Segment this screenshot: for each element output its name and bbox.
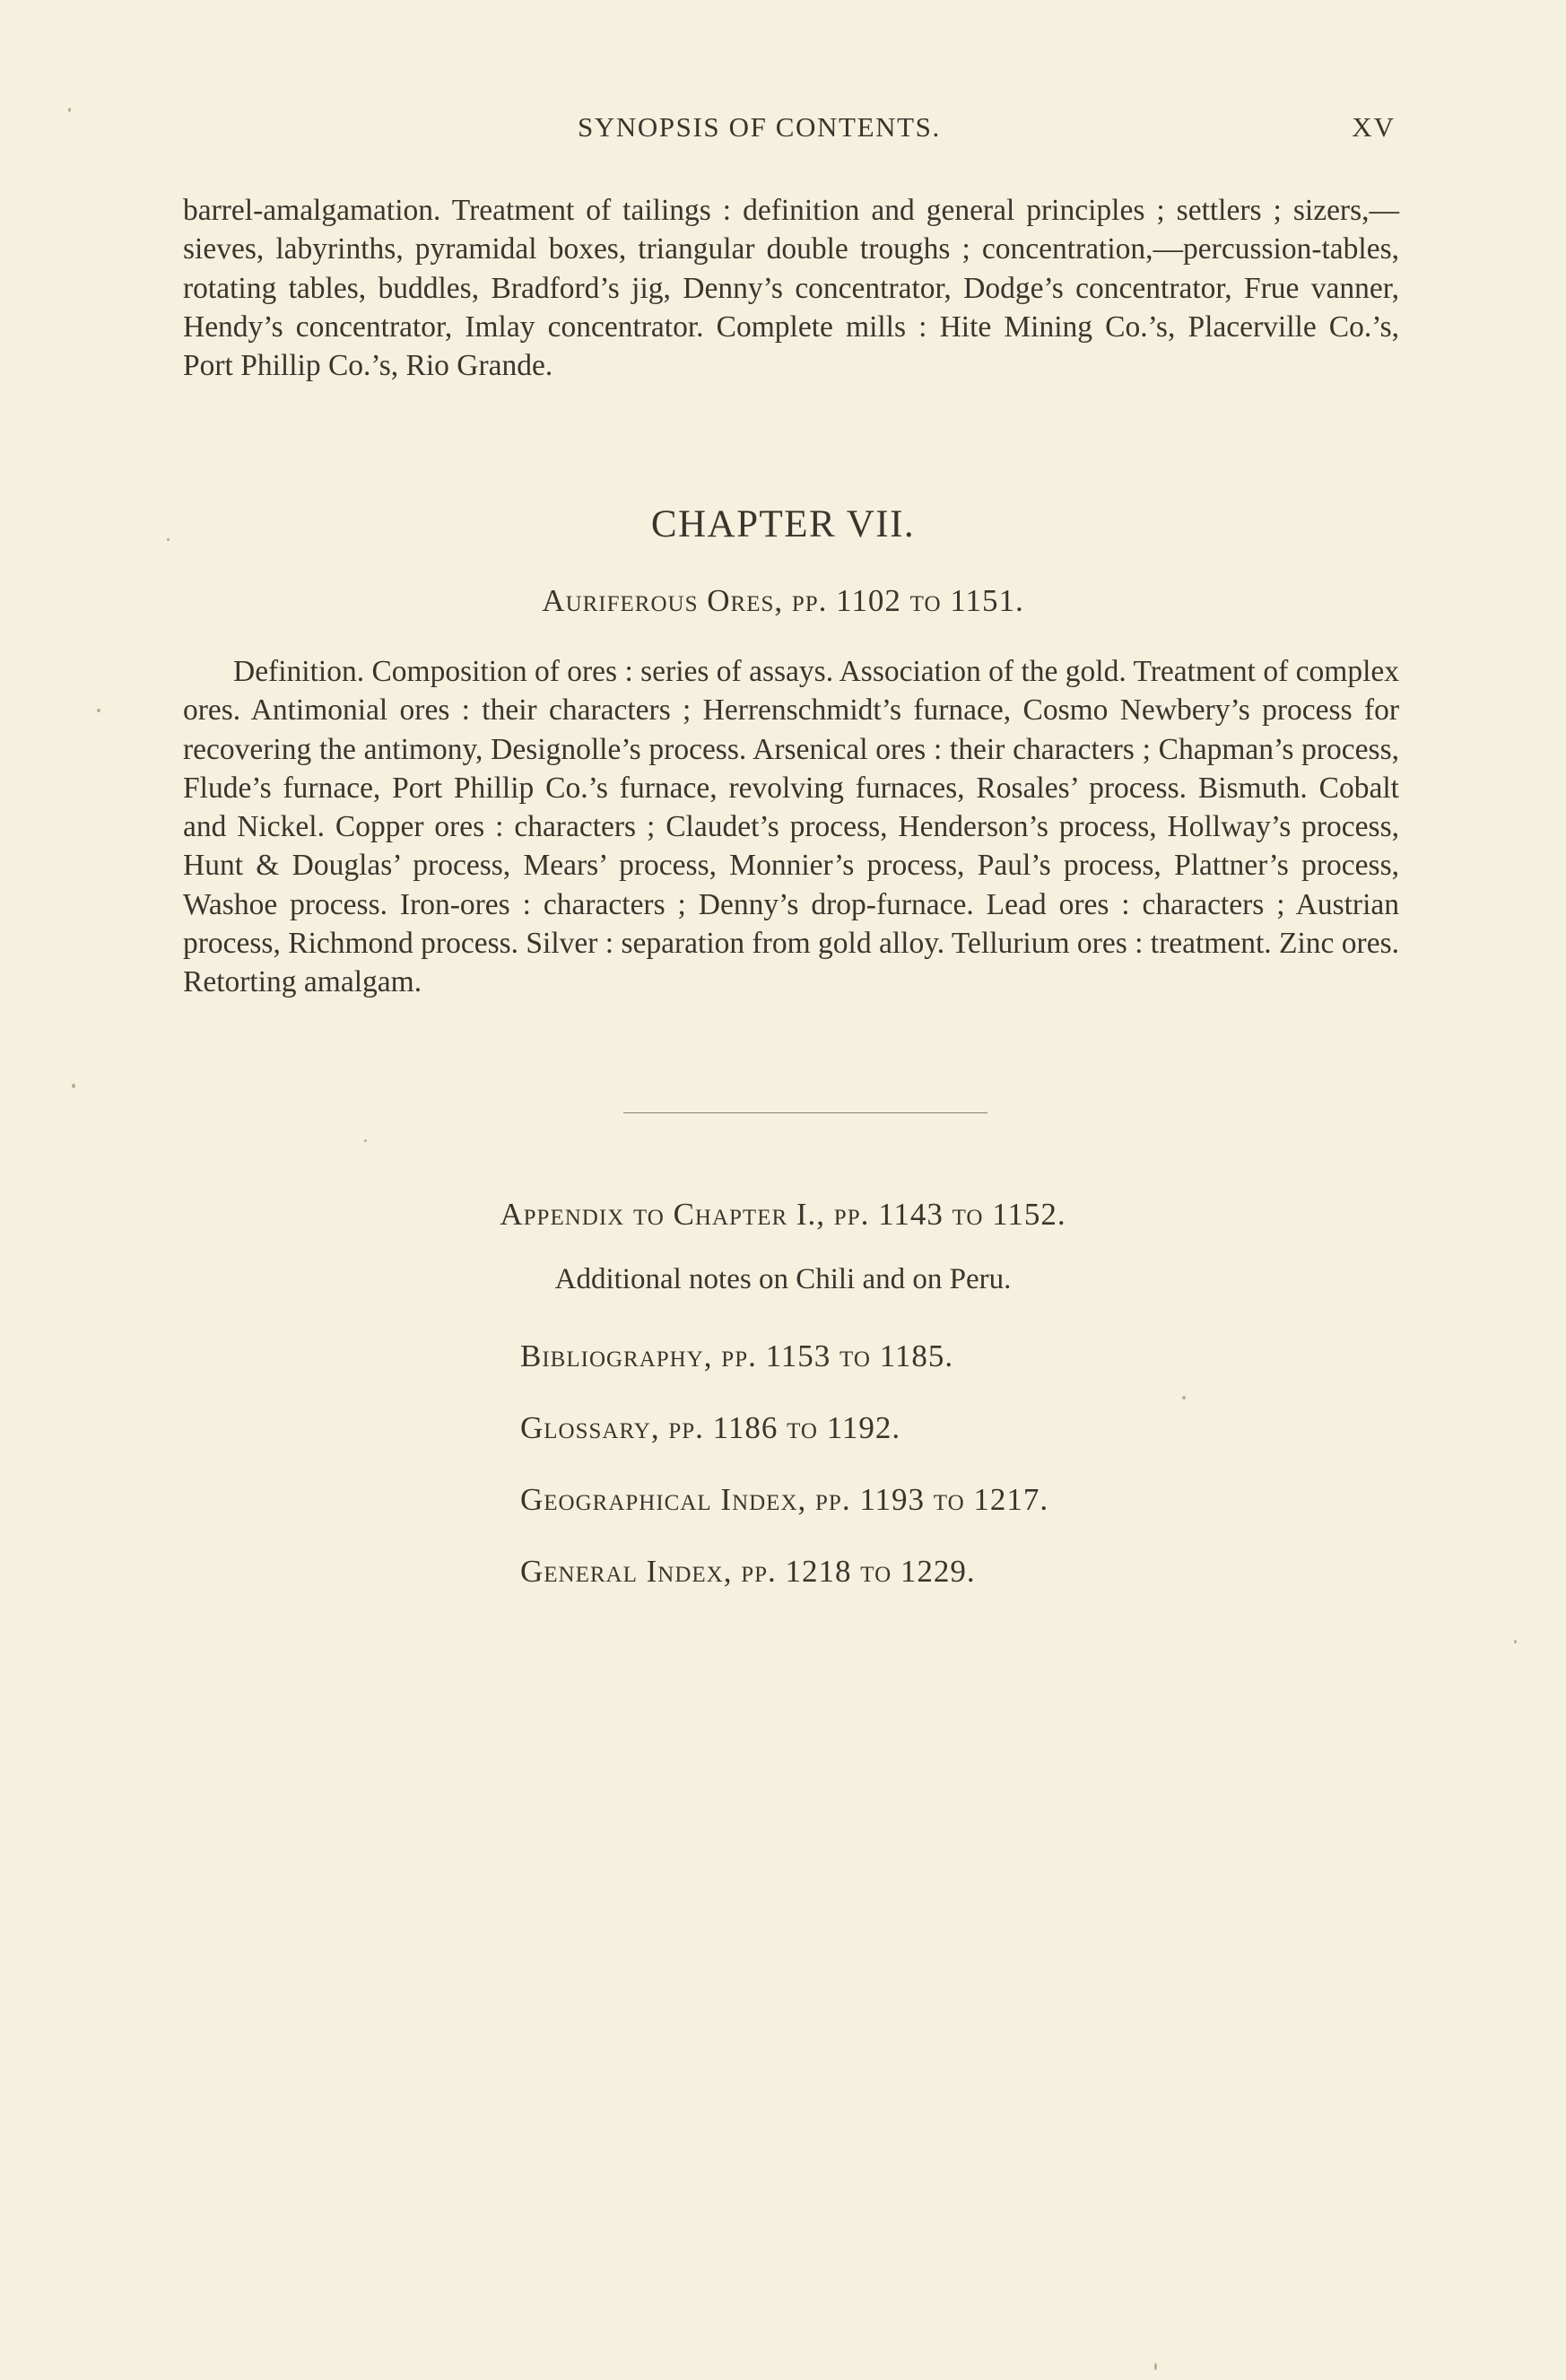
paper-speck bbox=[68, 108, 71, 112]
continuation-paragraph: barrel-amalgamation. Treatment of tailings : definition and general principles ; settlers ; sizers,—sieves, labyrinths, pyramidal boxes, triangular double troughs ; concentration,—percussion-tables, rotating tables, buddles, Bradford’s jig, Denny’s concentrator, Dodge’s concentrator, Frue vanner, Hendy’s concentrator, Imlay concentrator. Complete mills : Hite Mining Co.’s, Placerville Co.’s, Port Phillip Co.’s, Rio Grande. bbox=[183, 194, 1399, 383]
running-title: SYNOPSIS OF CONTENTS. bbox=[578, 111, 941, 143]
appendix-note: Additional notes on Chili and on Peru. bbox=[554, 1263, 1012, 1295]
page-number: XV bbox=[1352, 111, 1396, 143]
paper-speck bbox=[97, 709, 100, 712]
paper-speck bbox=[1514, 1640, 1517, 1643]
back-matter-list bbox=[520, 1337, 1327, 1624]
glossary-entry: Glossary, pp. 1186 to 1192. bbox=[520, 1410, 901, 1445]
chapter-subtitle: Auriferous Ores, pp. 1102 to 1151. bbox=[542, 583, 1024, 618]
geographical-index-entry: Geographical Index, pp. 1193 to 1217. bbox=[520, 1482, 1049, 1517]
chapter-body-paragraph: Definition. Composition of ores : series of assays. Association of the gold. Treatment of complex ores. Antimonial ores : their characters ; Herrenschmidt’s furnace, Cosmo Newbery’s process for recovering the antimony, Designolle’s process. Arsenical ores : their characters ; Chapman’s process, Flude’s furnace, Port Phillip Co.’s furnace, revolving furnaces, Rosales’ process. Bismuth. Cobalt and Nickel. Copper ores : characters ; Claudet’s process, Henderson’s process, Hollway’s process, Hunt & Douglas’ process, Mears’ process, Monnier’s process, Paul’s process, Plattner’s process, Washoe process. Iron-ores : characters ; Denny’s drop-furnace. Lead ores : characters ; Austrian process, Richmond process. Silver : separation from gold alloy. Tellurium ores : treatment. Zinc ores. Retorting amalgam. bbox=[183, 655, 1399, 999]
general-index-entry: General Index, pp. 1218 to 1229. bbox=[520, 1554, 976, 1589]
paper-speck bbox=[72, 1084, 75, 1088]
paper-speck bbox=[1182, 1396, 1186, 1399]
chapter-heading: CHAPTER VII. bbox=[650, 503, 916, 545]
appendix-title: Appendix to Chapter I., pp. 1143 to 1152. bbox=[500, 1197, 1066, 1232]
running-header bbox=[183, 111, 1396, 151]
bibliography-entry: Bibliography, pp. 1153 to 1185. bbox=[520, 1338, 954, 1373]
paper-speck bbox=[364, 1139, 367, 1142]
paper-speck bbox=[167, 538, 170, 541]
section-divider bbox=[623, 1112, 987, 1113]
paper-speck bbox=[1154, 2363, 1157, 2370]
